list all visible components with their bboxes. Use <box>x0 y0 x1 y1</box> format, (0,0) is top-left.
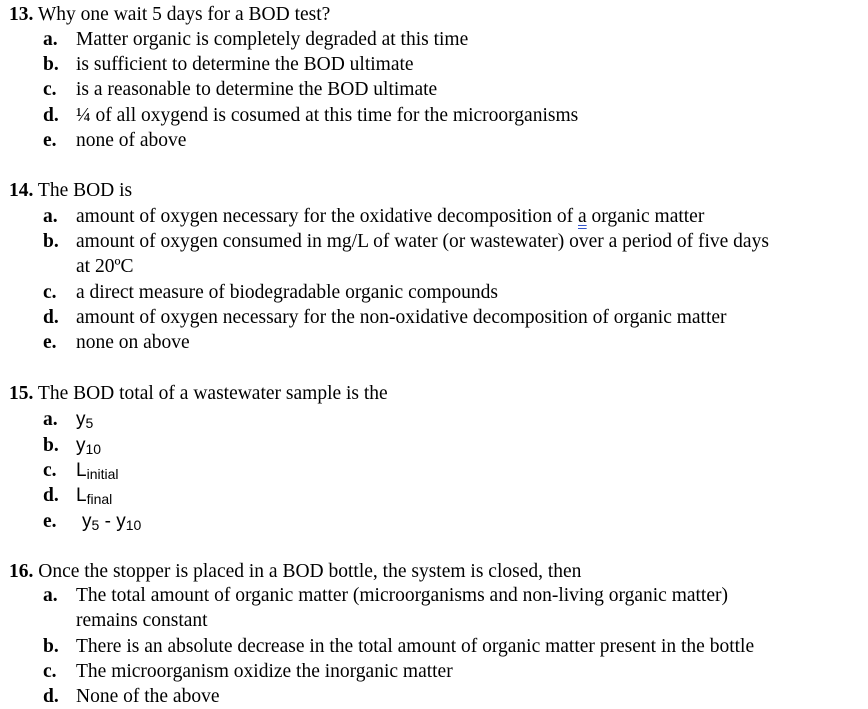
q13-option-d <box>43 103 578 128</box>
question-number: 14. <box>9 180 34 201</box>
question-number: 13. <box>9 4 34 25</box>
q15-option-a <box>43 407 93 432</box>
q13-option-b <box>43 52 414 77</box>
question-number: 16. <box>9 561 34 582</box>
q14-option-b <box>43 229 769 254</box>
option-letter: e. <box>43 130 57 151</box>
option-formula: $y_5$ <box>76 409 94 431</box>
option-text: amount of oxygen consumed in mg/L of water (or wastewater) over a period of five days <box>76 231 769 252</box>
option-letter: a. <box>43 409 58 430</box>
question-stem: The BOD is <box>37 180 133 201</box>
option-letter: e. <box>43 332 57 353</box>
option-text: The microorganism oxidize the inorganic matter <box>76 661 453 682</box>
option-formula: $y_5 - y_{10}$ <box>82 511 142 533</box>
q16-option-b <box>43 634 754 659</box>
option-text: amount of oxygen necessary for the oxidative decomposition of a organic matter <box>76 206 705 227</box>
option-letter: a. <box>43 29 58 50</box>
q15-option-c <box>43 458 118 483</box>
q15-option-e <box>43 509 141 534</box>
question-number: 15. <box>9 383 34 404</box>
q16-option-a-continuation: remains constant <box>76 610 208 631</box>
question-14 <box>9 178 132 203</box>
option-letter: b. <box>43 435 59 456</box>
option-letter: d. <box>43 105 59 126</box>
option-text: is a reasonable to determine the BOD ultimate <box>76 79 438 100</box>
question-stem: Once the stopper is placed in a BOD bottle, the system is closed, then <box>38 561 582 582</box>
option-letter: d. <box>43 686 59 707</box>
q13-option-e <box>43 128 186 153</box>
option-letter: a. <box>43 206 58 227</box>
option-formula: $L_{final}$ <box>76 485 113 507</box>
option-text: The total amount of organic matter (microorganisms and non-living organic matter) <box>76 585 728 606</box>
option-text: There is an absolute decrease in the total amount of organic matter present in the bottle <box>76 636 755 657</box>
option-text: ¼ of all oxygend is cosumed at this time for the microorganisms <box>76 105 579 126</box>
option-text: None of the above <box>76 686 220 707</box>
option-letter: b. <box>43 54 59 75</box>
question-13 <box>9 2 330 27</box>
option-letter: b. <box>43 636 59 657</box>
q16-option-c <box>43 659 453 684</box>
q13-option-a <box>43 27 468 52</box>
question-stem: The BOD total of a wastewater sample is the <box>37 383 388 404</box>
option-letter: c. <box>43 79 57 100</box>
q15-option-b <box>43 433 101 458</box>
q13-option-c <box>43 77 437 102</box>
q16-option-a <box>43 583 728 608</box>
option-letter: c. <box>43 282 57 303</box>
q14-option-d <box>43 305 727 330</box>
option-letter: c. <box>43 460 57 481</box>
q14-option-c <box>43 280 498 305</box>
option-letter: b. <box>43 231 59 252</box>
option-text: none of above <box>76 130 187 151</box>
option-text: none on above <box>76 332 190 353</box>
q14-option-e <box>43 330 190 355</box>
q16-option-d <box>43 684 220 709</box>
option-letter: c. <box>43 661 57 682</box>
option-letter: d. <box>43 485 59 506</box>
option-text: Matter organic is completely degraded at this time <box>76 29 469 50</box>
option-letter: d. <box>43 307 59 328</box>
q15-option-d <box>43 483 112 508</box>
q14-option-a <box>43 204 704 229</box>
option-text: is sufficient to determine the BOD ultimate <box>76 54 414 75</box>
option-letter: a. <box>43 585 58 606</box>
q14-option-b-continuation: at 20ºC <box>76 256 134 277</box>
option-formula: $L_{initial}$ <box>76 460 119 482</box>
question-15 <box>9 381 388 406</box>
option-text: amount of oxygen necessary for the non-oxidative decomposition of organic matter <box>76 307 727 328</box>
question-stem: Why one wait 5 days for a BOD test? <box>37 4 331 25</box>
option-text: a direct measure of biodegradable organic compounds <box>76 282 498 303</box>
option-letter: e. <box>43 511 57 532</box>
option-formula: $y_{10}$ <box>76 435 102 457</box>
marked-word: a <box>578 206 587 227</box>
question-16 <box>9 559 581 584</box>
